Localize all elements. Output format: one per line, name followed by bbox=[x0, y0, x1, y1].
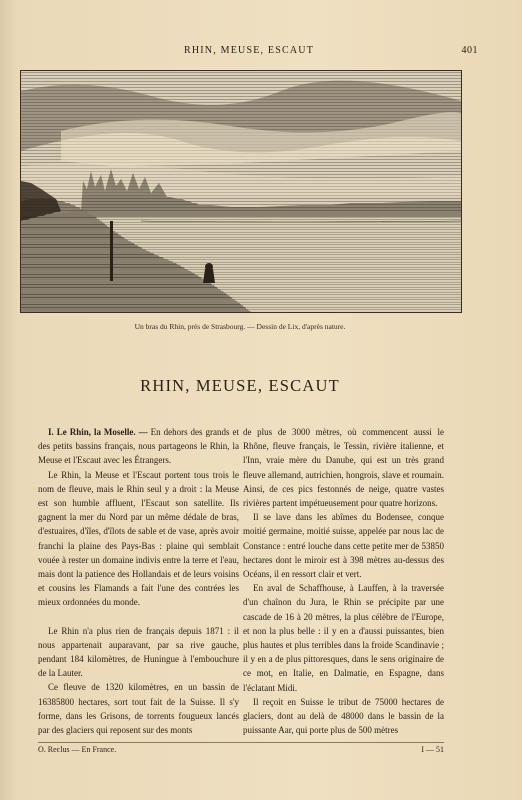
left-column bbox=[38, 425, 239, 737]
paragraph: Il se lave dans les abîmes du Bodensee, conque moitié germaine, moitié suisse, appelée par nous lac de Constance : entré louche dans cette petite mer de 53850 hectares dont le miroir est à 398 mètres au-dessus des Océans, il en ressort clair et vert. bbox=[243, 512, 444, 580]
footer-author: O. Reclus — En France. bbox=[38, 745, 117, 754]
section-title: RHIN, MEUSE, ESCAUT bbox=[140, 376, 340, 395]
paragraph bbox=[38, 425, 239, 468]
paragraph: Le Rhin, la Meuse et l'Escaut portent tous trois le nom de fleuve, mais le Rhin seul y a droit : la Meuse est son humble affluent, l'Escaut son satellite. Ils gagnent la mer du Nord par un même dédale de bras, d'estuaires, d'îles, d'îlots de sable et de vase, après avoir franchi la plaine des Pays-Bas : plaine qui semblait vouée à rester un domaine indivis entre la terre et l'eau, mais dont la patience des Hollandais et de leurs voisins et cousins les Flamands a fait l'une des contrées les mieux ordonnées du monde. bbox=[38, 469, 239, 608]
paragraph: Le Rhin n'a plus rien de français depuis 1871 : il nous appartenait auparavant, par sa rive gauche, pendant 184 kilomètres, de Huningue à l'embouchure de la Lauter. bbox=[38, 625, 239, 679]
footer-signature: I — 51 bbox=[421, 745, 444, 754]
paragraph: Il reçoit en Suisse le tribut de 75000 hectares de glaciers, dont au delà de 48000 dans le bassin de la puissante Aar, qui porte plus de 500 mètres bbox=[243, 696, 444, 736]
running-head-title: RHIN, MEUSE, ESCAUT bbox=[183, 45, 315, 56]
paragraph: de plus de 3000 mètres, où commencent aussi le Rhône, fleuve français, le Tessin, rivière italienne, et l'Inn, vraie mère du Danube, qui est un très grand fleuve allemand, autrichien, hongrois, slave et roumain. Ainsi, de ces pics festonnés de neige, quatre vastes rivières partent impétueusement pour quatre horizons. bbox=[243, 427, 444, 509]
engraving-illustration bbox=[20, 70, 462, 313]
page-number: 401 bbox=[461, 45, 478, 56]
running-head bbox=[20, 45, 478, 61]
right-column bbox=[243, 425, 444, 737]
figure-caption: Un bras du Rhin, près de Strasbourg. — Dessin de Lix, d'après nature. bbox=[134, 322, 346, 331]
paragraph-heading: I. Le Rhin, la Moselle. — bbox=[48, 427, 148, 437]
page-footer bbox=[38, 742, 444, 759]
paragraph: En aval de Schaffhouse, à Lauffen, à la traversée d'un chaînon du Jura, le Rhin se précipite par une cascade de 16 à 20 mètres, la plus célèbre de l'Europe, et non la plus belle : il y en a d'aussi puissantes, bien plus hautes et plus terribles dans la froide Scandinavie ; il y en a de plus pittoresques, dans le sens originaire de ce mot, en Italie, en Dalmatie, en Espagne, dans l'éclatant Midi. bbox=[243, 583, 444, 693]
paragraph: Ce fleuve de 1320 kilomètres, en un bassin de 16385800 hectares, sort tout fait de la Suisse. Il s'y forme, dans les Grisons, de torrents fougueux lancés par des glaciers qui reposent sur des monts bbox=[38, 682, 239, 736]
paragraph-text: En dehors des grands et des petits bassins français, nous partageons le Rhin, la Meuse et l'Escaut avec les Étrangers. bbox=[38, 427, 240, 466]
